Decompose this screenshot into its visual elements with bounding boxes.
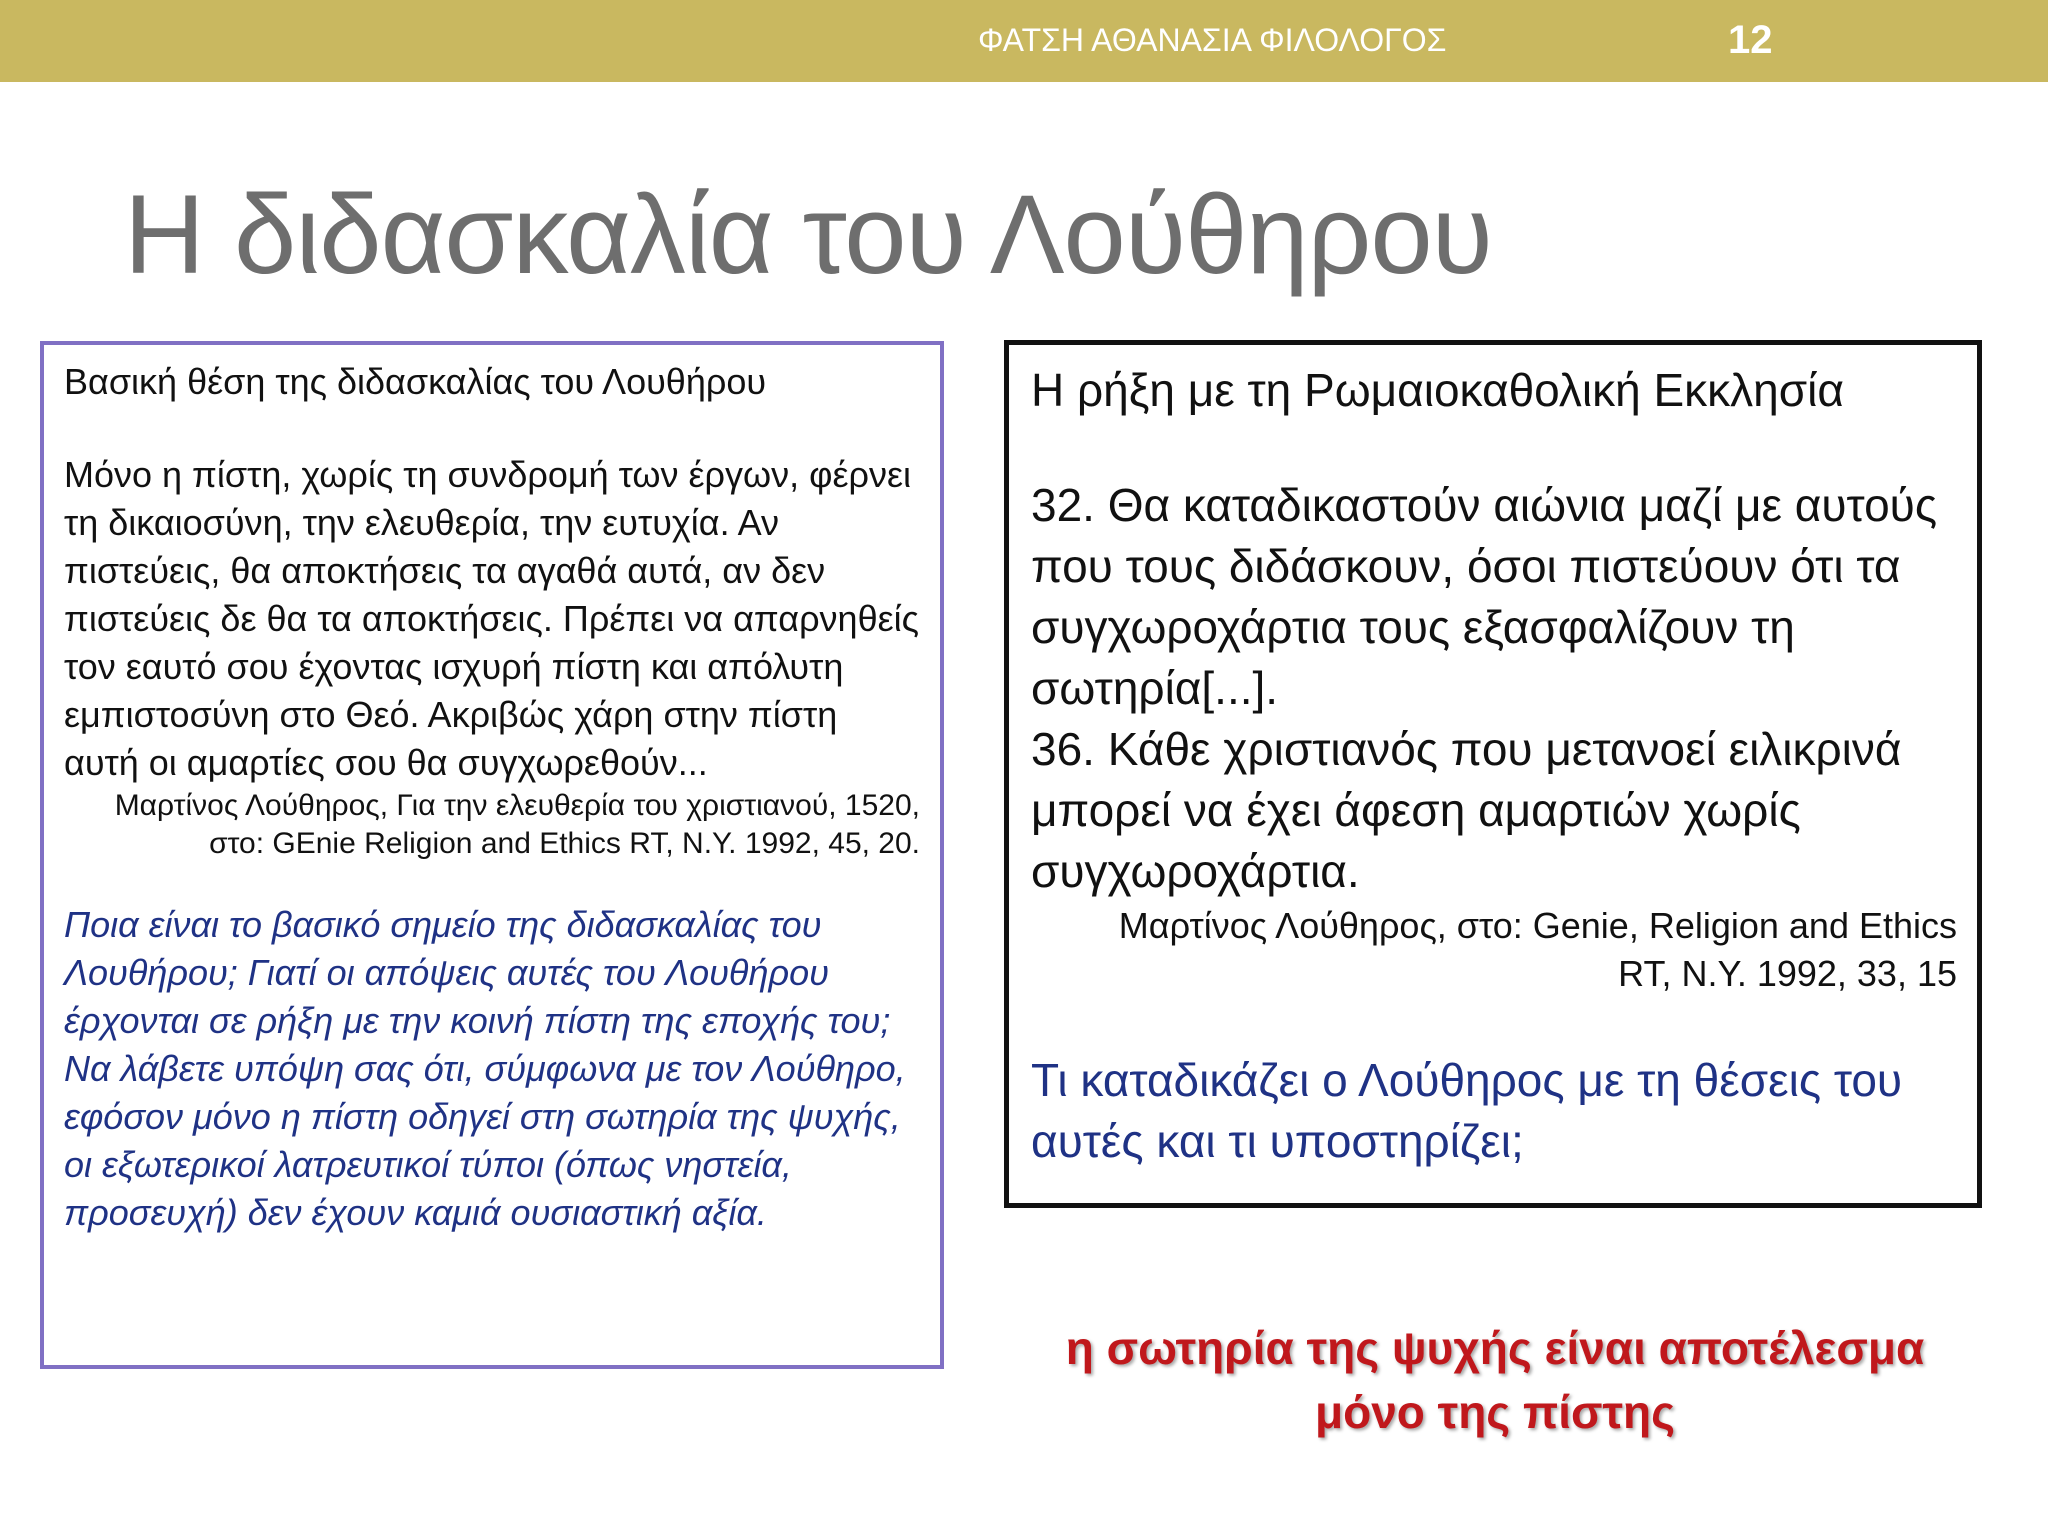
page-number: 12 bbox=[1728, 18, 1773, 62]
author-label: ΦΑΤΣΗ ΑΘΑΝΑΣΙΑ ΦΙΛΟΛΟΓΟΣ bbox=[978, 22, 1447, 58]
left-box-quote: Μόνο η πίστη, χωρίς τη συνδρομή των έργων, φέρνει τη δικαιοσύνη, την ελευθερία, την ευτυχία. Αν πιστεύεις, θα αποκτήσεις τα αγαθά αυτά, αν δεν πιστεύεις δε θα τα αποκτήσεις. Πρέπει να απαρνηθείς τον εαυτό σου έχοντας ισχυρή πίστη και απόλυτη εμπιστοσύνη στο Θεό. Ακριβώς χάρη στην πίστη αυτή οι αμαρτίες σου θα συγχωρεθούν... bbox=[64, 454, 919, 783]
right-box-heading: Η ρήξη με τη Ρωμαιοκαθολική Εκκλησία bbox=[1031, 364, 1844, 416]
right-box-theses bbox=[1031, 475, 1957, 902]
thesis-36: 36. Κάθε χριστιανός που μετανοεί ειλικρινά μπορεί να έχει άφεση αμαρτιών χωρίς συγχωροχάρτια. bbox=[1031, 723, 1902, 897]
left-box-citation-line2: στο: GEnie Religion and Ethics RT, N.Y. 1992, 45, 20. bbox=[209, 827, 920, 860]
left-box-question: Ποια είναι το βασικό σημείο της διδασκαλίας του Λουθήρου; Γιατί οι απόψεις αυτές του Λουθήρου έρχονται σε ρήξη με την κοινή πίστη της εποχής του; Να λάβετε υπόψη σας ότι, σύμφωνα με τον Λούθηρο, εφόσον μόνο η πίστη οδηγεί στη σωτηρία της ψυχής, οι εξωτερικοί λατρευτικοί τύποι (όπως νηστεία, προσευχή) δεν έχουν καμιά ουσιαστική αξία. bbox=[64, 904, 906, 1233]
source-box-right bbox=[1004, 340, 1982, 1208]
conclusion-line2: μόνο της πίστης bbox=[1314, 1386, 1676, 1438]
source-box-left bbox=[40, 341, 944, 1369]
left-box-citation-line1: Μαρτίνος Λούθηρος, Για την ελευθερία του χριστιανού, 1520, bbox=[114, 789, 920, 822]
conclusion-text bbox=[1000, 1316, 1990, 1444]
conclusion-line1: η σωτηρία της ψυχής είναι αποτέλεσμα bbox=[1065, 1322, 1925, 1374]
left-box-heading: Βασική θέση της διδασκαλίας του Λουθήρου bbox=[64, 361, 767, 402]
thesis-32: 32. Θα καταδικαστούν αιώνια μαζί με αυτούς που τους διδάσκουν, όσοι πιστεύουν ότι τα συγχωροχάρτια τους εξασφαλίζουν τη σωτηρία[...]. bbox=[1031, 479, 1937, 714]
right-box-citation-line1: Μαρτίνος Λούθηρος, στο: Genie, Religion and Ethics bbox=[1118, 905, 1957, 946]
right-box-citation-line2: RT, N.Y. 1992, 33, 15 bbox=[1618, 953, 1957, 994]
right-box-question: Τι καταδικάζει ο Λούθηρος με τη θέσεις του αυτές και τι υποστηρίζει; bbox=[1031, 1054, 1903, 1167]
slide-title: Η διδασκαλία του Λούθηρου bbox=[124, 172, 1492, 297]
header-bar bbox=[0, 0, 2048, 82]
